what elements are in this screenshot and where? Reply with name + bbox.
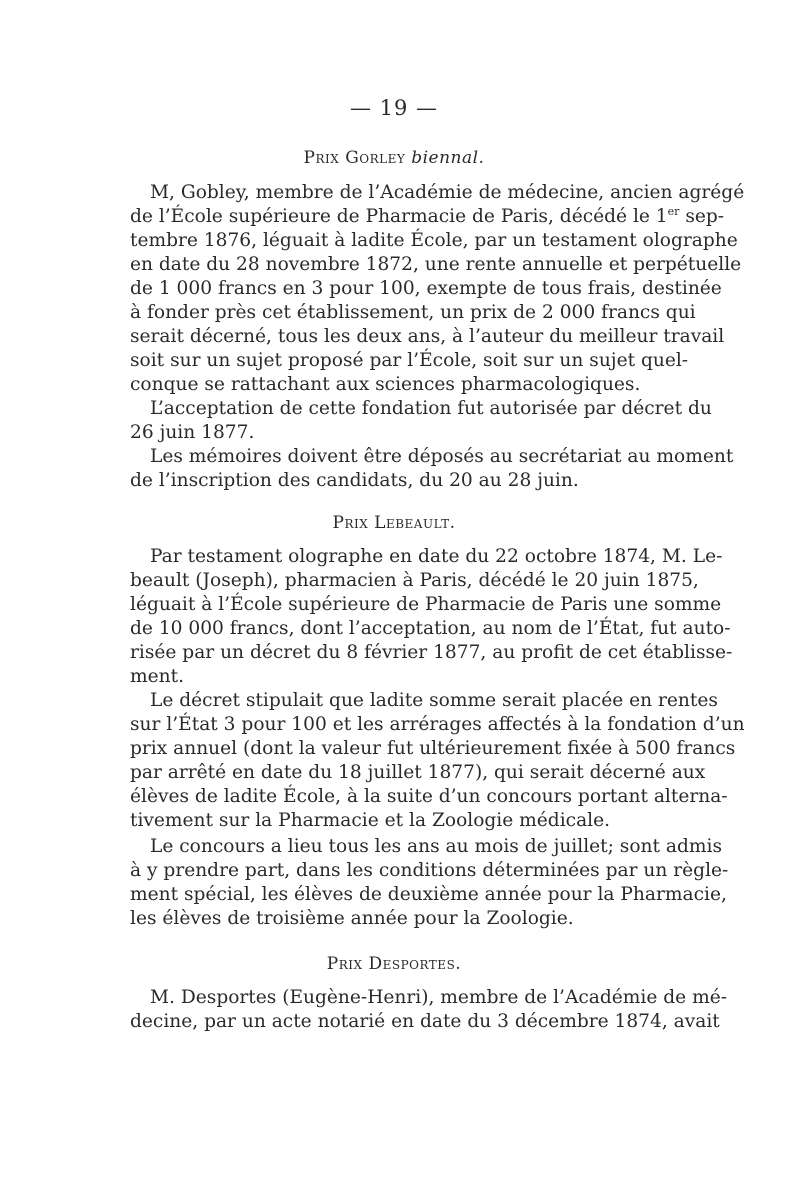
text-line: à fonder près cet établissement, un prix de 2 000 francs qui — [130, 302, 696, 323]
text-line: de 10 000 francs, dont l’acceptation, au nom de l’État, fut auto- — [130, 618, 731, 639]
text-line: tembre 1876, léguait à ladite École, par un testament olographe — [130, 230, 738, 251]
text-line: de 1 000 francs en 3 pour 100, exempte de tous frais, destinée — [130, 278, 722, 299]
text-line: beault (Joseph), pharmacien à Paris, décédé le 20 juin 1875, — [130, 570, 699, 591]
paragraph — [130, 181, 745, 397]
text-line: léguait à l’École supérieure de Pharmacie de Paris une somme — [130, 594, 722, 615]
section-title: Prix Gorley — [303, 148, 406, 168]
text-line: prix annuel (dont la valeur fut ultérieurement fixée à 500 francs — [130, 738, 736, 759]
text-line: M, Gobley, membre de l’Académie de médecine, ancien agrégé — [150, 182, 745, 203]
section-heading-prix-desportes — [130, 954, 658, 974]
text-line: Les mémoires doivent être déposés au secrétariat au moment — [150, 446, 734, 467]
book-page — [130, 0, 745, 1200]
paragraph — [130, 835, 729, 931]
text-line: à y prendre part, dans les conditions déterminées par un règle- — [130, 860, 729, 881]
paragraph — [130, 986, 728, 1034]
text-line: de l’inscription des candidats, du 20 au 28 juin. — [130, 470, 579, 491]
text-line: soit sur un sujet proposé par l’École, soit sur un sujet quel- — [130, 350, 689, 371]
text-line: M. Desportes (Eugène-Henri), membre de l’Académie de mé- — [150, 987, 728, 1008]
paragraph — [130, 445, 734, 493]
text-line-part: sep- — [679, 206, 725, 227]
text-line: ment. — [130, 666, 184, 687]
section-title-qualifier: biennal. — [411, 148, 485, 168]
text-line — [130, 204, 725, 229]
text-line: risée par un décret du 8 février 1877, au profit de cet établisse- — [130, 642, 733, 663]
text-line: Le décret stipulait que ladite somme serait placée en rentes — [150, 690, 718, 711]
text-line: serait décerné, tous les deux ans, à l’auteur du meilleur travail — [130, 326, 725, 347]
text-line: L’acceptation de cette fondation fut autorisée par décret du — [150, 398, 712, 419]
paragraph — [130, 689, 745, 833]
paragraph — [130, 545, 733, 689]
text-line: sur l’État 3 pour 100 et les arrérages affectés à la fondation d’un — [130, 714, 745, 735]
text-line: ment spécial, les élèves de deuxième année pour la Pharmacie, — [130, 884, 727, 905]
text-line: élèves de ladite École, à la suite d’un concours portant alterna- — [130, 786, 728, 807]
superscript: er — [667, 204, 680, 218]
text-line: 26 juin 1877. — [130, 422, 255, 443]
text-line: tivement sur la Pharmacie et la Zoologie médicale. — [130, 810, 611, 831]
page-number: — 19 — — [349, 96, 439, 120]
text-line: les élèves de troisième année pour la Zoologie. — [130, 908, 574, 929]
text-line: decine, par un acte notarié en date du 3 décembre 1874, avait — [130, 1011, 720, 1032]
text-line: en date du 28 novembre 1872, une rente annuelle et perpétuelle — [130, 254, 742, 275]
section-title: Prix Lebeault. — [332, 513, 456, 533]
text-line: par arrêté en date du 18 juillet 1877), qui serait décerné aux — [130, 762, 706, 783]
paragraph — [130, 397, 712, 445]
section-title: Prix Desportes. — [326, 954, 462, 974]
section-heading-prix-gorley — [130, 148, 658, 168]
text-line: conque se rattachant aux sciences pharmacologiques. — [130, 374, 641, 395]
text-line-part: de l’École supérieure de Pharmacie de Paris, décédé le 1 — [130, 206, 668, 227]
text-line: Le concours a lieu tous les ans au mois de juillet; sont admis — [150, 836, 723, 857]
section-heading-prix-lebeault — [130, 513, 658, 533]
text-line: Par testament olographe en date du 22 octobre 1874, M. Le- — [150, 546, 723, 567]
